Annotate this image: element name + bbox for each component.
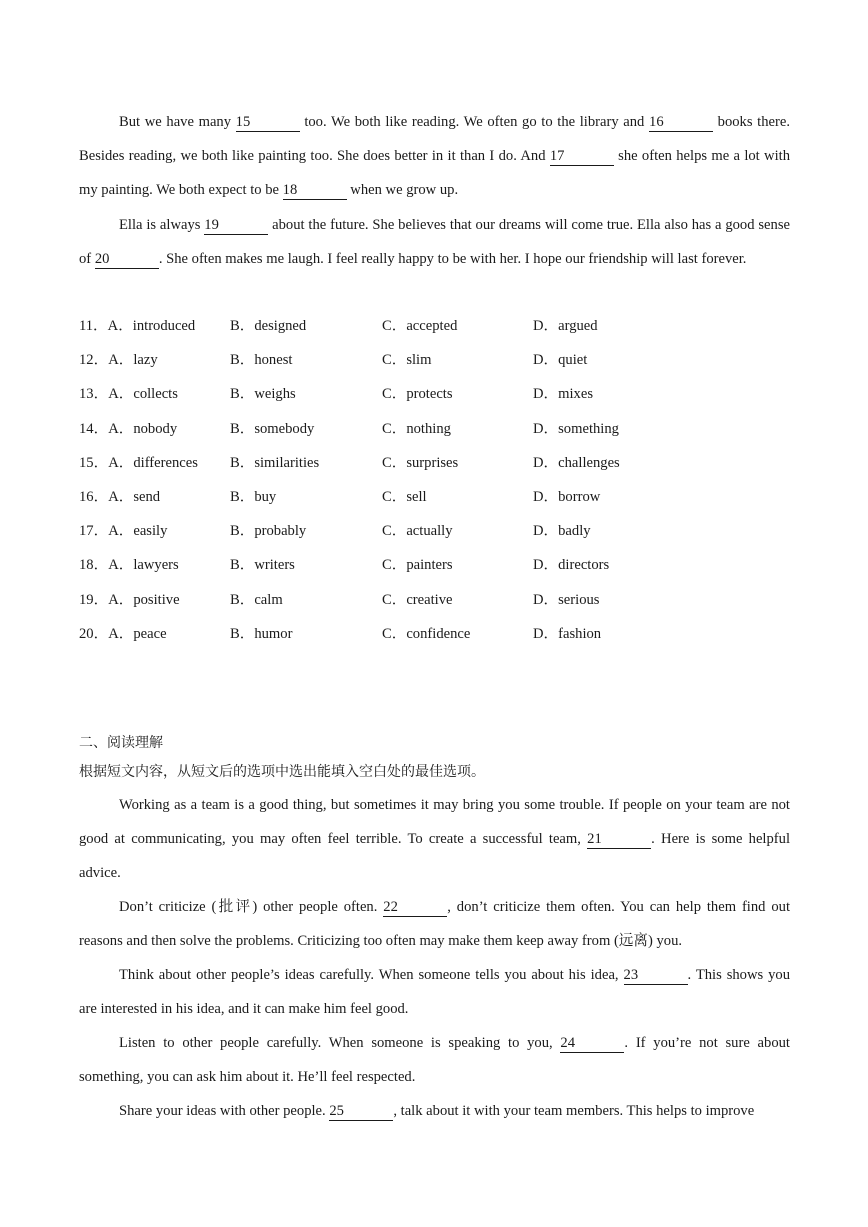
text-segment: , don’t criticize them often. You can help them find out reasons and then solve the problems. Criticizing too often may make them keep away from (远离) you.: [79, 899, 790, 950]
text-segment: she often helps me a lot with my painting. We both expect to be: [79, 148, 790, 199]
text-segment: when we grow up.: [346, 182, 459, 199]
option-b[interactable]: B．somebody: [230, 420, 315, 437]
text-segment: too. We both like reading. We often go to the library and: [299, 114, 650, 130]
blank-20[interactable]: 20: [95, 251, 159, 269]
text-segment: Listen to other people carefully. When someone is speaking to you,: [119, 1035, 561, 1051]
option-b[interactable]: B．calm: [230, 591, 283, 608]
passage1-paragraph-1: [79, 105, 790, 208]
option-c[interactable]: C．slim: [382, 352, 432, 369]
question-number-and-option-a[interactable]: [79, 446, 198, 480]
text-segment: , talk about it with your team members. This helps to improve: [393, 1103, 755, 1119]
blank-25[interactable]: 25: [329, 1103, 393, 1121]
option-b[interactable]: B．similarities: [230, 454, 320, 471]
question-number: 17．: [79, 523, 109, 540]
option-d[interactable]: D．mixes: [533, 386, 593, 403]
option-a: A．collects: [108, 386, 178, 403]
option-d[interactable]: D．badly: [533, 523, 591, 540]
option-b[interactable]: B．humor: [230, 625, 293, 642]
option-c[interactable]: C．actually: [382, 523, 453, 540]
question-number: 15．: [79, 454, 109, 471]
passage2-paragraph-4: [79, 1026, 790, 1094]
option-a: A．peace: [108, 625, 167, 642]
question-number-and-option-a[interactable]: [79, 377, 178, 411]
option-a: A．positive: [108, 591, 180, 608]
question-number: 16．: [79, 488, 109, 505]
option-d[interactable]: D．fashion: [533, 625, 602, 642]
question-number: 13．: [79, 386, 109, 403]
question-number-and-option-a[interactable]: [79, 514, 167, 548]
text-segment: Working as a team is a good thing, but sometimes it may bring you some trouble. If people on your team are not good at communicating, you may often feel terrible. To create a successful team,: [79, 797, 790, 848]
question-number: 11．: [79, 318, 108, 334]
option-b[interactable]: B．honest: [230, 352, 293, 369]
question-number: 18．: [79, 557, 109, 574]
option-c[interactable]: C．painters: [382, 557, 453, 574]
option-c[interactable]: C．confidence: [382, 625, 471, 642]
question-number-and-option-a[interactable]: [79, 480, 160, 514]
text-segment: about the future. She believes that our dreams will come true. Ella also has a good sense of: [79, 217, 790, 268]
option-c[interactable]: C．creative: [382, 591, 453, 608]
option-a: A．differences: [108, 454, 198, 471]
passage2-paragraph-1: [79, 788, 790, 891]
text-segment: Think about other people’s ideas carefully. When someone tells you about his idea,: [119, 967, 624, 983]
option-d[interactable]: D．something: [533, 420, 619, 437]
option-b[interactable]: B．buy: [230, 488, 277, 505]
option-a: A．lawyers: [108, 557, 179, 574]
option-b[interactable]: B．writers: [230, 557, 295, 574]
option-d[interactable]: D．challenges: [533, 454, 620, 471]
blank-23[interactable]: 23: [624, 967, 688, 985]
option-a: A．introduced: [107, 318, 196, 334]
blank-22[interactable]: 22: [383, 899, 447, 917]
question-number-and-option-a[interactable]: [79, 548, 179, 582]
option-c[interactable]: C．surprises: [382, 454, 459, 471]
passage2-paragraph-3: [79, 958, 790, 1026]
blank-19[interactable]: 19: [204, 217, 268, 235]
option-b[interactable]: B．designed: [230, 318, 307, 334]
text-segment: Share your ideas with other people.: [119, 1103, 330, 1119]
section-instruction: 根据短文内容，从短文后的选项中选出能填入空白处的最佳选项。: [79, 764, 485, 780]
option-a: A．lazy: [108, 352, 158, 369]
option-c[interactable]: C．nothing: [382, 420, 451, 437]
text-segment: . Here is some helpful advice.: [79, 831, 790, 882]
passage1-paragraph-2: [79, 208, 790, 276]
question-number-and-option-a[interactable]: [79, 343, 158, 377]
question-number: 20．: [79, 625, 109, 642]
text-segment: Ella is always: [119, 217, 205, 233]
blank-17[interactable]: 17: [550, 148, 614, 166]
text-segment: Don’t criticize (批评) other people often.: [119, 899, 384, 915]
text-segment: But we have many: [119, 114, 236, 130]
question-number: 19．: [79, 591, 109, 608]
text-segment: . This shows you are interested in his idea, and it can make him feel good.: [79, 967, 790, 1018]
question-number: 12．: [79, 352, 109, 369]
text-segment: . If you’re not sure about something, you can ask him about it. He’ll feel respected.: [79, 1035, 790, 1086]
option-c[interactable]: C．accepted: [382, 318, 458, 334]
option-c[interactable]: C．protects: [382, 386, 453, 403]
blank-18[interactable]: 18: [283, 182, 347, 200]
question-number-and-option-a[interactable]: [79, 617, 167, 651]
question-number: 14．: [79, 420, 109, 437]
blank-21[interactable]: 21: [587, 831, 651, 849]
option-d[interactable]: D．argued: [533, 318, 598, 334]
option-d[interactable]: D．borrow: [533, 488, 601, 505]
option-d[interactable]: D．quiet: [533, 352, 588, 369]
question-number-and-option-a[interactable]: [79, 412, 177, 446]
option-a: A．easily: [108, 523, 168, 540]
passage2-paragraph-2: [79, 890, 790, 958]
text-segment: books there. Besides reading, we both like painting too. She does better in it than I do. And: [79, 114, 790, 165]
option-a: A．send: [108, 488, 161, 505]
option-d[interactable]: D．directors: [533, 557, 610, 574]
question-number-and-option-a[interactable]: [79, 583, 180, 617]
option-a: A．nobody: [108, 420, 178, 437]
passage2-paragraph-5: [79, 1094, 790, 1128]
question-number-and-option-a[interactable]: [79, 309, 195, 343]
blank-15[interactable]: 15: [236, 114, 300, 132]
option-b[interactable]: B．probably: [230, 523, 307, 540]
blank-24[interactable]: 24: [560, 1035, 624, 1053]
option-c[interactable]: C．sell: [382, 488, 427, 505]
text-segment: . She often makes me laugh. I feel really happy to be with her. I hope our friendship will last forever.: [158, 251, 747, 268]
section-title: 二、阅读理解: [79, 735, 163, 751]
blank-16[interactable]: 16: [649, 114, 713, 132]
option-d[interactable]: D．serious: [533, 591, 600, 608]
option-b[interactable]: B．weighs: [230, 386, 296, 403]
